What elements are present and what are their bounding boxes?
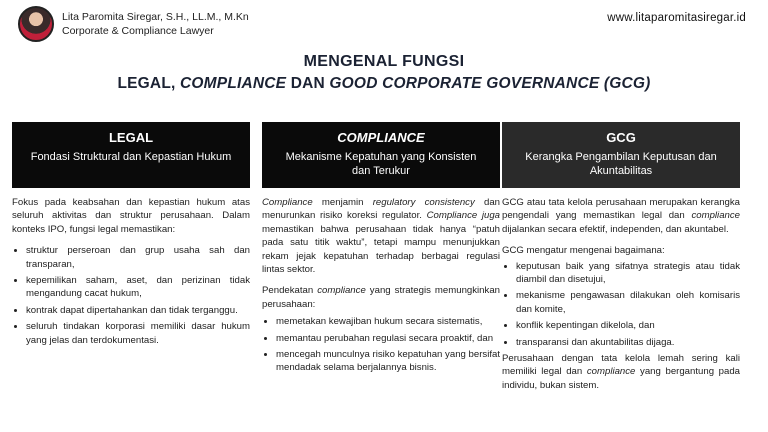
title-line1: MENGENAL FUNGSI — [303, 53, 465, 70]
text-span: GCG atau tata kelola perusahaan merupakan kerangka pengendali yang memastikan legal dan — [502, 197, 740, 222]
compliance-column — [262, 122, 500, 381]
list-item: • kontrak dapat dipertahankan dan tidak terganggu. — [26, 304, 250, 317]
text-span: yang strategis memungkinkan perusahaan: — [262, 285, 500, 310]
gcg-paragraph-1 — [502, 196, 740, 236]
list-item: • memetakan kewajiban hukum secara sistematis, — [276, 315, 500, 328]
text-italic: Compliance — [262, 197, 313, 208]
legal-column — [12, 122, 250, 353]
title-compliance: COMPLIANCE — [180, 75, 287, 92]
compliance-subtitle: Mekanisme Kepatuhan yang Konsisten dan Terukur — [285, 151, 477, 177]
gcg-column — [502, 122, 740, 400]
legal-header-box — [12, 122, 250, 188]
compliance-paragraph-2 — [262, 284, 500, 311]
text-italic: compliance — [586, 366, 636, 378]
text-span: dijalankan secara efektif, independen, dan akuntabel. — [502, 223, 729, 235]
legal-intro: Fokus pada keabsahan dan kepastian hukum atas seluruh aktivitas dan struktur perusahaan. Dalam konteks IPO, fungsi legal memastikan: — [12, 197, 250, 235]
author-name: Lita Paromita Siregar, S.H., LL.M., M.Kn — [62, 11, 249, 23]
text-italic: regulatory consistency — [372, 197, 475, 208]
gcg-header-box — [502, 122, 740, 188]
title-dan: DAN — [286, 75, 330, 92]
list-item: • seluruh tindakan korporasi memiliki dasar hukum yang jelas dan terdokumentasi. — [26, 320, 250, 347]
gcg-body — [502, 196, 740, 392]
title-legal: LEGAL, — [117, 75, 181, 92]
gcg-bullets — [516, 260, 740, 349]
website-link[interactable]: www.litaparomitasiregar.id — [607, 12, 746, 24]
text-span: memastikan bahwa perusahaan tidak hanya “patuh pada satu titik waktu”, tetapi mampu menunjukkan rekam jejak kepatuhan terhadap berbagai regulasi lintas sektor. — [262, 223, 500, 276]
author-role: Corporate & Compliance Lawyer — [62, 25, 214, 37]
text-span: dan menurunkan risiko koreksi regulator. — [262, 197, 501, 222]
compliance-header-box — [262, 122, 500, 188]
list-item: • kepemilikan saham, aset, dan perizinan tidak mengandung cacat hukum, — [26, 274, 250, 301]
page-title — [0, 52, 768, 94]
text-span: Pendekatan — [262, 285, 318, 297]
text-span: Perusahaan dengan tata kelola lemah sering kali memiliki legal dan — [502, 353, 740, 378]
gcg-heading: GCG — [606, 130, 636, 145]
text-span: yang bergantung pada individu, bukan sistem. — [502, 366, 741, 391]
list-item: • transparansi dan akuntabilitas dijaga. — [516, 336, 740, 349]
list-item: • struktur perseroan dan grup usaha sah dan transparan, — [26, 244, 250, 271]
gcg-subtitle: Kerangka Pengambilan Keputusan dan Akuntabilitas — [525, 151, 717, 177]
gcg-paragraph-3 — [502, 352, 740, 392]
title-gcg: GOOD CORPORATE GOVERNANCE (GCG) — [329, 75, 651, 92]
header — [0, 0, 768, 50]
legal-bullets — [26, 244, 250, 347]
compliance-heading: COMPLIANCE — [337, 130, 425, 145]
gcg-paragraph-2: GCG mengatur mengenai bagaimana: — [502, 245, 665, 257]
avatar — [18, 6, 54, 42]
text-italic: compliance — [691, 210, 740, 222]
compliance-body — [262, 196, 500, 375]
text-italic: Compliance juga — [426, 210, 500, 222]
compliance-bullets — [276, 315, 500, 375]
list-item: • keputusan baik yang sifatnya strategis atau tidak diambil dan disetujui, — [516, 260, 740, 287]
list-item: • memantau perubahan regulasi secara proaktif, dan — [276, 332, 500, 345]
compliance-paragraph-1 — [262, 196, 500, 276]
text-italic: compliance — [317, 285, 366, 297]
list-item: • mencegah munculnya risiko kepatuhan yang bersifat mendadak selama berjalannya bisnis. — [276, 348, 500, 375]
list-item: • konflik kepentingan dikelola, dan — [516, 319, 740, 332]
legal-heading: LEGAL — [108, 130, 154, 145]
text-span: menjamin — [312, 197, 373, 208]
legal-subtitle: Fondasi Struktural dan Kepastian Hukum — [30, 151, 232, 163]
author-block — [62, 10, 249, 38]
title-line2 — [0, 74, 768, 94]
list-item: • mekanisme pengawasan dilakukan oleh komisaris dan komite, — [516, 289, 740, 316]
legal-body — [12, 196, 250, 347]
